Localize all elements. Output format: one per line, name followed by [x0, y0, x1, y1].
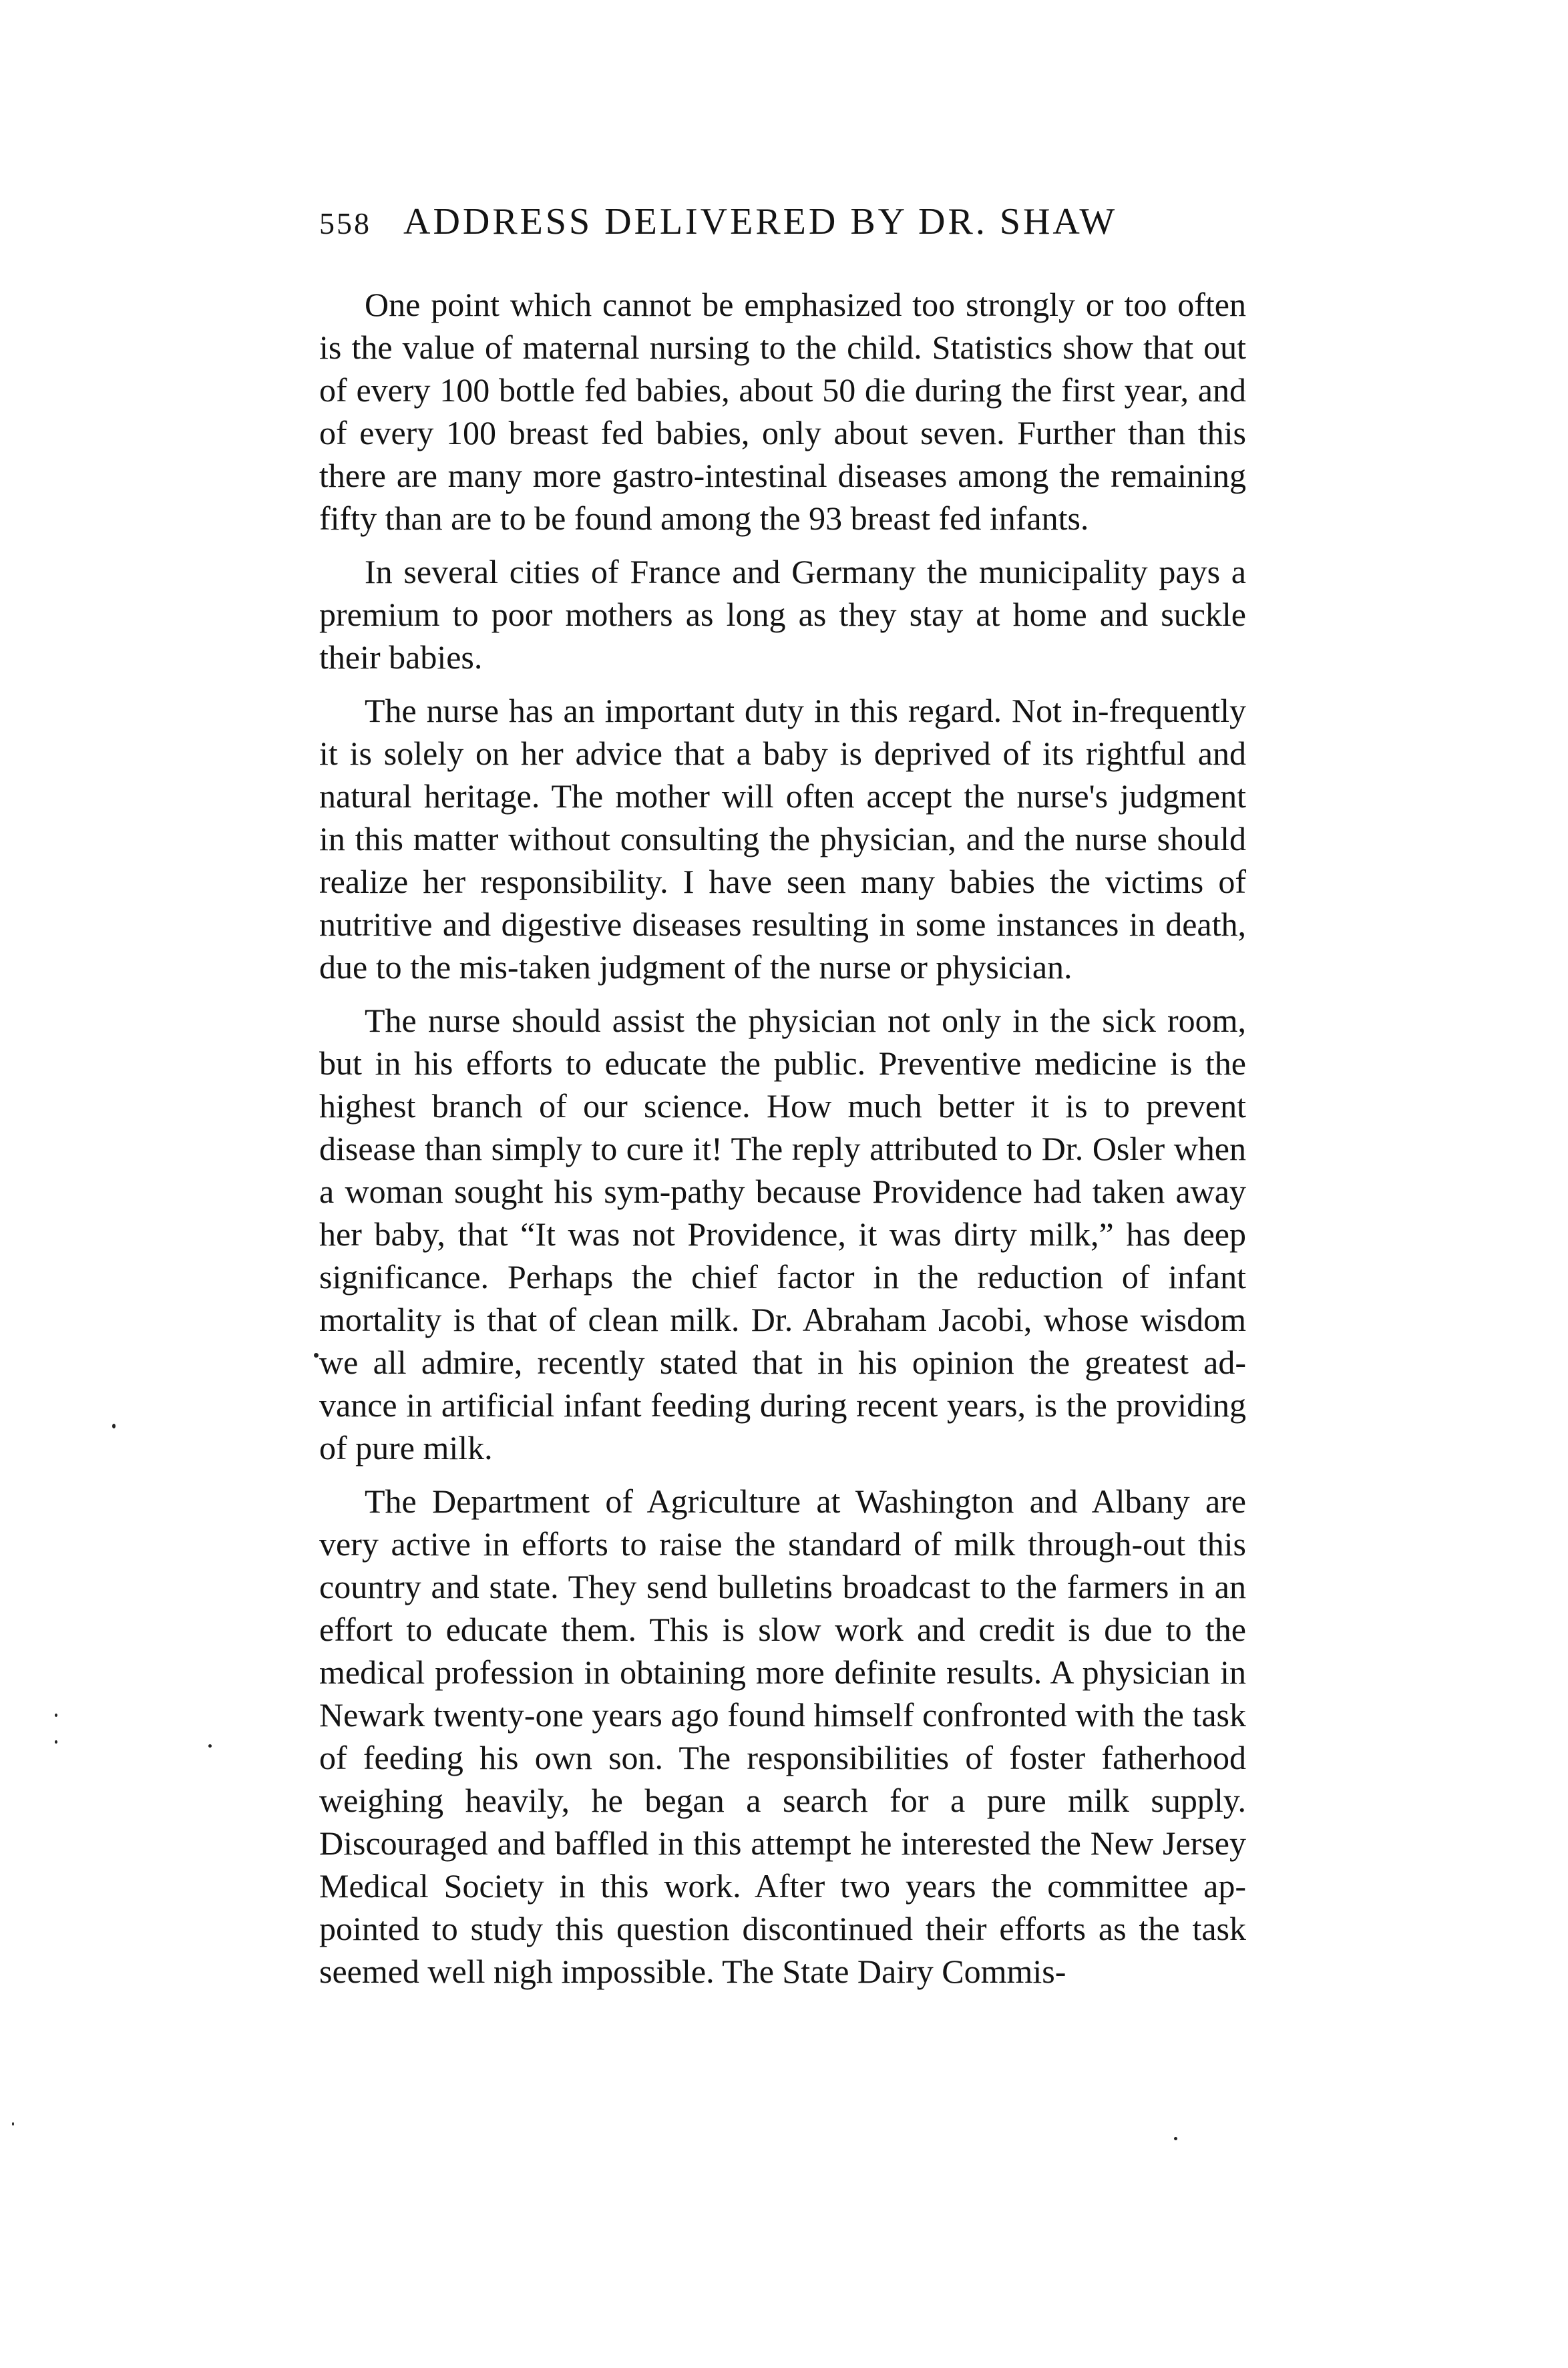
paragraph: In several cities of France and Germany the municipality pays a premium to poor mothers as long as they stay at home and suckle their babies. [319, 553, 1246, 676]
scan-speck [314, 1353, 319, 1358]
paragraph: The Department of Agriculture at Washington and Albany are very active in efforts to raise the standard of milk through-out this country and state. They send bulletins broadcast to the farmers in an effort to educate them. This is slow work and credit is due to the medical profession in obtaining more definite results. A physician in Newark twenty-one years ago found himself confronted with the task of feeding his own son. The responsibilities of foster fatherhood weighing heavily, he began a search for a pure milk supply. Discouraged and baffled in this attempt he interested the New Jersey Medical Society in this work. After two years the committee ap-pointed to study this question discontinued their efforts as the task seemed well nigh impossible. The State Dairy Commis- [319, 1483, 1246, 1990]
paragraph: The nurse has an important duty in this regard. Not in-frequently it is solely on her advice that a baby is deprived of its rightful and natural heritage. The mother will often accept the nurse's judgment in this matter without consulting the physician, and the nurse should realize her responsibility. I have seen many babies the victims of nutritive and digestive diseases resulting in some instances in death, due to the mis-taken judgment of the nurse or physician. [319, 692, 1246, 986]
scan-speck [208, 1744, 212, 1748]
paragraph: One point which cannot be emphasized too strongly or too often is the value of maternal nursing to the child. Statistics show that out of every 100 bottle fed babies, about 50 die during the first year, and of every 100 breast fed babies, only about seven. Further than this there are many more gastro-intestinal diseases among the remaining fifty than are to be found among the 93 breast fed infants. [319, 286, 1246, 537]
paragraph: The nurse should assist the physician not only in the sick room, but in his efforts to educate the public. Preventive medicine is the highest branch of our science. How much better it is to prevent disease than simply to cure it! The reply attributed to Dr. Osler when a woman sought his sym-pathy because Providence had taken away her baby, that “It was not Providence, it was dirty milk,” has deep significance. Perhaps the chief factor in the reduction of infant mortality is that of clean milk. Dr. Abraham Jacobi, whose wisdom we all admire, recently stated that in his opinion the greatest ad-vance in artificial infant feeding during recent years, is the providing of pure milk. [319, 1002, 1246, 1466]
scan-speck [55, 1740, 57, 1744]
body-text [319, 283, 1246, 2003]
scan-speck [55, 1714, 57, 1717]
scan-speck [1174, 2137, 1177, 2140]
scan-speck [12, 2122, 14, 2126]
page-header [319, 200, 1254, 254]
page-number: 558 [319, 206, 371, 240]
scan-speck [112, 1424, 116, 1428]
running-head: ADDRESS DELIVERED BY DR. SHAW [403, 201, 1118, 242]
